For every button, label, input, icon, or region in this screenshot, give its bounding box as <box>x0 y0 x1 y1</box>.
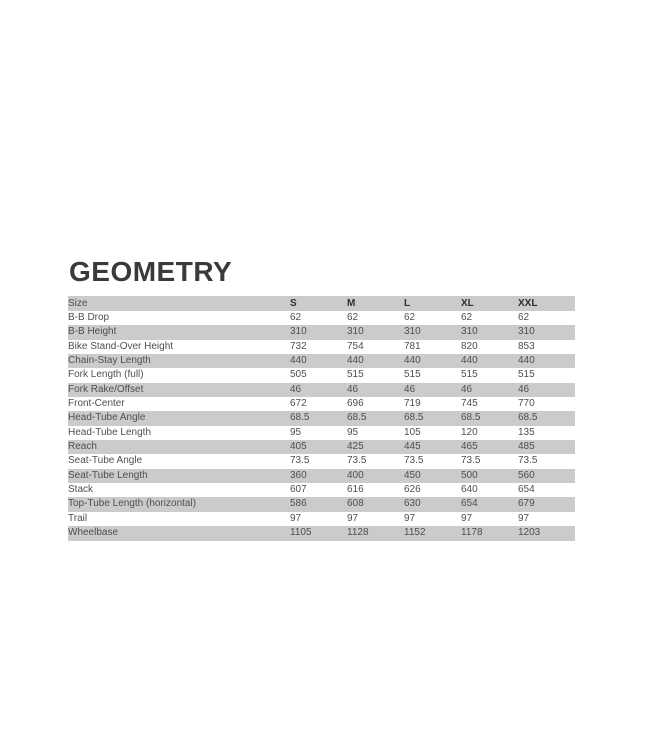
row-value: 120 <box>461 426 478 438</box>
row-value: 360 <box>290 469 307 481</box>
row-value: 73.5 <box>290 455 310 467</box>
row-value: 68.5 <box>518 412 538 424</box>
row-value: 440 <box>347 355 364 367</box>
table-row <box>68 397 575 411</box>
table-header-row <box>68 296 575 311</box>
row-value: 105 <box>404 426 421 438</box>
row-value: 440 <box>290 355 307 367</box>
row-value: 400 <box>347 469 364 481</box>
table-row <box>68 454 575 468</box>
row-value: 73.5 <box>347 455 367 467</box>
row-value: 626 <box>404 484 421 496</box>
row-value: 97 <box>290 512 302 524</box>
row-label: Chain-Stay Length <box>68 355 151 367</box>
row-value: 97 <box>347 512 359 524</box>
row-value: 640 <box>461 484 478 496</box>
row-value: 515 <box>461 369 478 381</box>
row-value: 310 <box>347 326 364 338</box>
row-value: 310 <box>404 326 421 338</box>
table-row <box>68 497 575 511</box>
row-value: 405 <box>290 441 307 453</box>
row-value: 719 <box>404 398 421 410</box>
row-label: Fork Length (full) <box>68 369 144 381</box>
row-value: 654 <box>461 498 478 510</box>
geometry-table-body <box>68 311 575 541</box>
row-value: 310 <box>461 326 478 338</box>
row-value: 515 <box>347 369 364 381</box>
row-value: 465 <box>461 441 478 453</box>
row-value: 46 <box>404 383 416 395</box>
header-col-l: L <box>404 298 411 309</box>
row-value: 97 <box>404 512 416 524</box>
row-value: 68.5 <box>347 412 367 424</box>
row-value: 97 <box>461 512 473 524</box>
row-label: Stack <box>68 484 94 496</box>
header-size-label: Size <box>68 298 88 309</box>
table-row <box>68 426 575 440</box>
row-value: 770 <box>518 398 535 410</box>
row-value: 607 <box>290 484 307 496</box>
geometry-table <box>68 296 575 541</box>
row-value: 754 <box>347 340 364 352</box>
row-value: 68.5 <box>290 412 310 424</box>
row-value: 73.5 <box>518 455 538 467</box>
row-value: 95 <box>347 426 359 438</box>
row-value: 68.5 <box>404 412 424 424</box>
row-value: 440 <box>404 355 421 367</box>
table-row <box>68 512 575 526</box>
header-col-xl: XL <box>461 298 474 309</box>
row-label: Fork Rake/Offset <box>68 383 144 395</box>
table-row <box>68 483 575 497</box>
row-label: Trail <box>68 512 88 524</box>
header-col-m: M <box>347 298 356 309</box>
row-value: 696 <box>347 398 364 410</box>
table-row <box>68 311 575 325</box>
row-value: 73.5 <box>404 455 424 467</box>
row-value: 425 <box>347 441 364 453</box>
row-value: 586 <box>290 498 307 510</box>
table-row <box>68 340 575 354</box>
row-value: 62 <box>518 312 530 323</box>
table-row <box>68 368 575 382</box>
row-value: 500 <box>461 469 478 481</box>
row-value: 1178 <box>461 527 483 539</box>
row-value: 1203 <box>518 527 541 539</box>
header-col-xxl: XXL <box>518 298 538 309</box>
row-value: 820 <box>461 340 478 352</box>
row-value: 515 <box>404 369 421 381</box>
row-value: 745 <box>461 398 478 410</box>
row-value: 560 <box>518 469 535 481</box>
row-value: 46 <box>290 383 302 395</box>
row-value: 485 <box>518 441 535 453</box>
table-row <box>68 469 575 483</box>
header-col-s: S <box>290 298 297 309</box>
row-value: 62 <box>347 312 359 323</box>
row-label: Reach <box>68 441 97 453</box>
row-value: 672 <box>290 398 307 410</box>
row-value: 135 <box>518 426 535 438</box>
table-row <box>68 383 575 397</box>
row-label: Wheelbase <box>68 527 119 539</box>
row-value: 440 <box>461 355 478 367</box>
row-value: 450 <box>404 469 421 481</box>
page-title: GEOMETRY <box>69 256 233 287</box>
row-value: 515 <box>518 369 535 381</box>
row-value: 62 <box>290 312 302 323</box>
row-label: Head-Tube Angle <box>68 412 146 424</box>
row-label: Seat-Tube Angle <box>68 455 143 467</box>
table-row <box>68 526 575 540</box>
table-row <box>68 440 575 454</box>
table-row <box>68 325 575 339</box>
row-value: 62 <box>404 312 416 323</box>
row-label: Top-Tube Length (horizontal) <box>68 498 197 510</box>
row-value: 608 <box>347 498 364 510</box>
row-value: 630 <box>404 498 421 510</box>
row-label: Seat-Tube Length <box>68 469 148 481</box>
row-value: 732 <box>290 340 307 352</box>
row-value: 97 <box>518 512 530 524</box>
row-label: Head-Tube Length <box>68 426 152 438</box>
row-value: 46 <box>518 383 530 395</box>
row-value: 679 <box>518 498 535 510</box>
row-label: Bike Stand-Over Height <box>68 340 174 352</box>
row-value: 1105 <box>290 527 312 539</box>
row-value: 68.5 <box>461 412 481 424</box>
row-value: 95 <box>290 426 302 438</box>
row-value: 310 <box>290 326 307 338</box>
row-label: Front-Center <box>68 398 125 410</box>
row-value: 1152 <box>404 527 426 539</box>
row-value: 73.5 <box>461 455 481 467</box>
row-value: 853 <box>518 340 535 352</box>
row-value: 1128 <box>347 527 369 539</box>
row-value: 654 <box>518 484 535 496</box>
row-value: 46 <box>347 383 359 395</box>
row-value: 445 <box>404 441 421 453</box>
row-label: B-B Height <box>68 326 117 338</box>
row-value: 505 <box>290 369 307 381</box>
row-value: 310 <box>518 326 535 338</box>
table-row <box>68 411 575 425</box>
row-value: 781 <box>404 340 421 352</box>
row-value: 616 <box>347 484 364 496</box>
row-value: 62 <box>461 312 473 323</box>
row-value: 46 <box>461 383 473 395</box>
row-value: 440 <box>518 355 535 367</box>
table-row <box>68 354 575 368</box>
row-label: B-B Drop <box>68 312 110 323</box>
